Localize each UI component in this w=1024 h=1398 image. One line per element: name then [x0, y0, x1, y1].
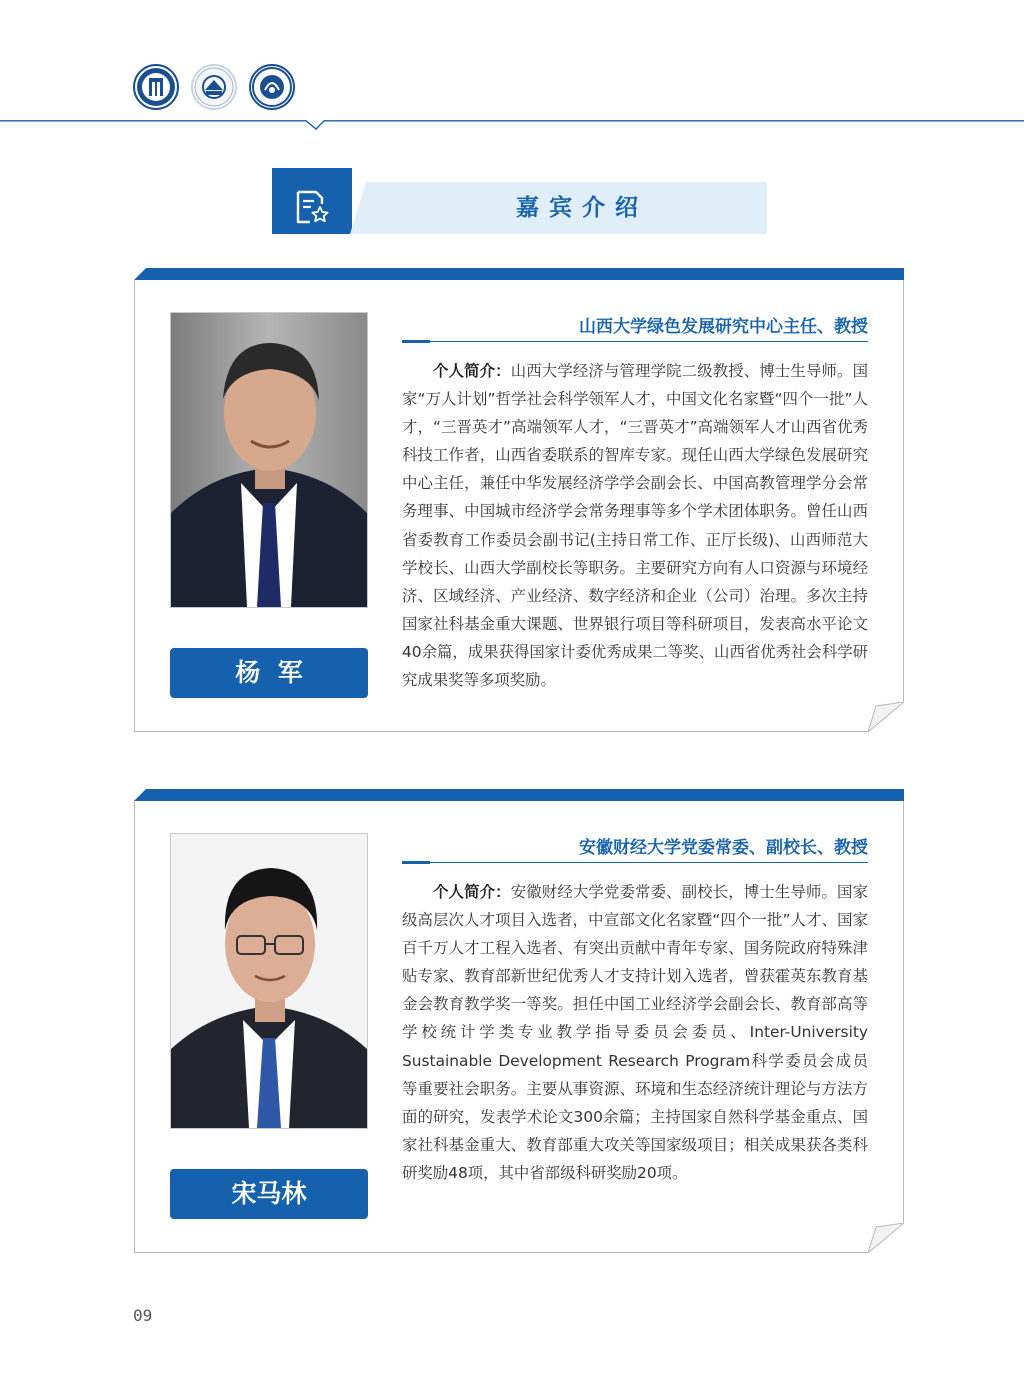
guest-bio [402, 878, 868, 1187]
section-header [272, 168, 767, 234]
card-top-bar [134, 789, 904, 801]
guest-title: 山西大学绿色发展研究中心主任、教授 [579, 317, 868, 337]
guest-bio [402, 357, 868, 694]
guest-card-2 [134, 789, 904, 1253]
guest-name: 杨 军 [170, 648, 368, 698]
card-top-bar [134, 268, 904, 280]
bio-text: 安徽财经大学党委常委、副校长，博士生导师。国家级高层次人才项目入选者，中宣部文化名家暨“四个一批”人才、国家百千万人才工程入选者、有突出贡献中青年专家、国务院政府特殊津贴专家、教育部新世纪优秀人才支持计划入选者，曾获霍英东教育基金会教育教学奖一等奖。担任中国工业经济学会副会长、教育部高等学校统计学类专业教学指导委员会委员、Inter-University Sustainable Development Research Program科学委员会成员等重要社会职务。主要从事资源、环境和生态经济统计理论与方法方面的研究，发表学术论文300余篇；主持国家自然科学基金重点、国家社科基金重大、教育部重大攻关等国家级项目；相关成果获各类科研奖励48项，其中省部级科研奖励20项。 [402, 883, 868, 1182]
title-underline [402, 861, 868, 864]
bio-text: 山西大学经济与管理学院二级教授、博士生导师。国家“万人计划”哲学社会科学领军人才，中国文化名家暨“四个一批”人才，“三晋英才”高端领军人才，“三晋英才”高端领军人才山西省优秀科技工作者，山西省委联系的智库专家。现任山西大学绿色发展研究中心主任，兼任中华发展经济学学会副会长、中国高教管理学分会常务理事、中国城市经济学会常务理事等多个学术团体职务。曾任山西省委教育工作委员会副书记(主持日常工作、正厅长级)、山西师范大学校长、山西大学副校长等职务。主要研究方向有人口资源与环境经济、区域经济、产业经济、数字经济和企业（公司）治理。多次主持国家社科基金重大课题、世界银行项目等科研项目，发表高水平论文40余篇，成果获得国家计委优秀成果二等奖、山西省优秀社会科学研究成果奖等多项奖励。 [402, 362, 868, 690]
guest-name: 宋马林 [170, 1169, 368, 1219]
guest-photo [170, 312, 368, 608]
logo-university-2 [191, 64, 237, 110]
guest-card-1 [134, 268, 904, 732]
guest-title: 安徽财经大学党委常委、副校长、教授 [579, 838, 868, 858]
guest-photo [170, 833, 368, 1129]
bio-label: 个人简介： [433, 883, 511, 901]
partner-logos [133, 64, 295, 110]
section-title: 嘉宾介绍 [516, 195, 648, 221]
bio-label: 个人简介： [433, 362, 511, 380]
title-underline [402, 340, 868, 343]
document-star-icon [294, 190, 330, 224]
page-curl-corner [868, 702, 904, 732]
page-curl-corner [868, 1223, 904, 1253]
header-divider [0, 120, 1024, 160]
logo-institute-3 [249, 64, 295, 110]
logo-shanxi-university [133, 64, 179, 110]
page-number: 09 [133, 1306, 153, 1325]
